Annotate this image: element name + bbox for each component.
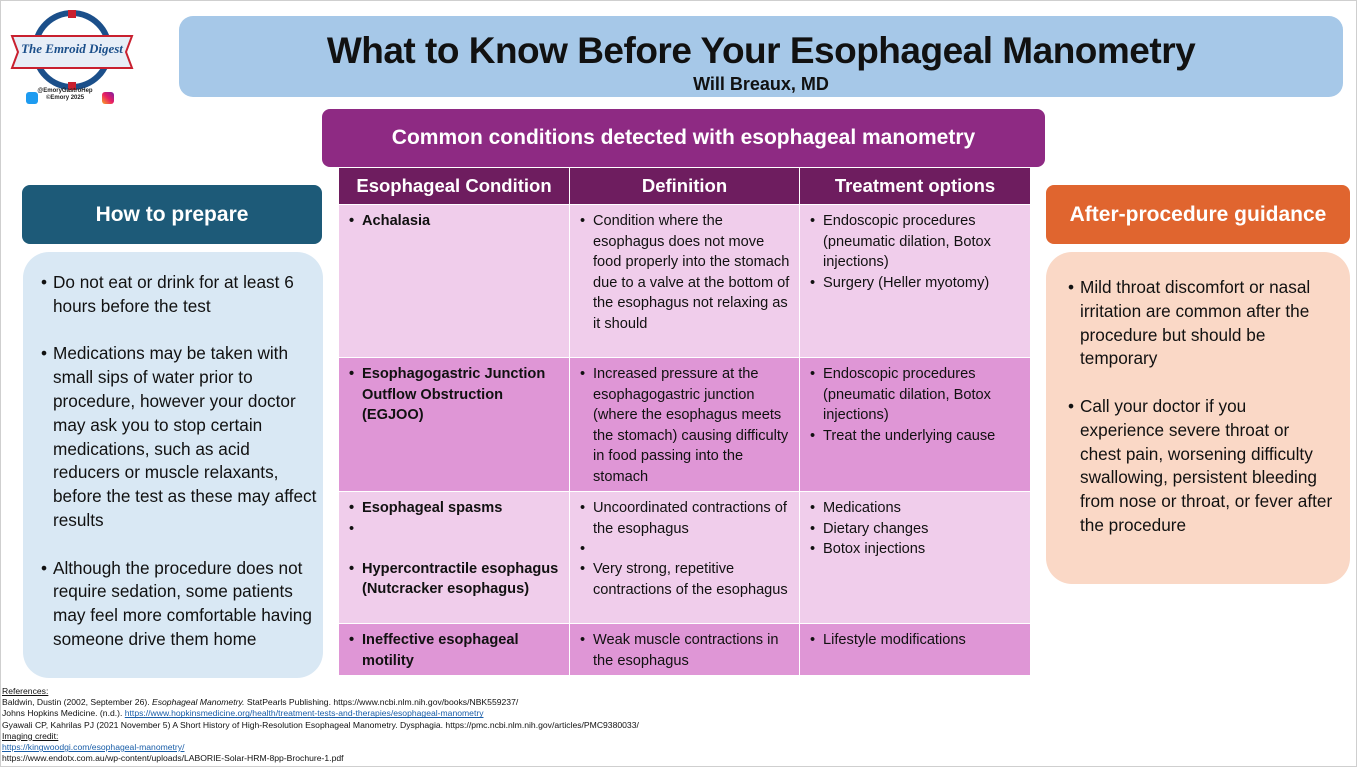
after-procedure-heading: After-procedure guidance	[1046, 185, 1350, 244]
definition-text: • Increased pressure at the esophagogastric junction (where the esophagus meets the stomach) causing difficulty in food passing into the stomach	[578, 364, 791, 487]
treatment-item: • Treat the underlying cause	[808, 426, 1022, 447]
column-header-condition: Esophageal Condition	[339, 168, 570, 205]
page-title: What to Know Before Your Esophageal Manometry	[326, 30, 1196, 71]
reference-text: Baldwin, Dustin (2002, September 26).	[2, 697, 152, 708]
condition-cell	[339, 624, 570, 676]
definition-cell	[570, 624, 800, 676]
after-procedure-panel	[1046, 252, 1350, 584]
condition-name: • Ineffective esophageal motility	[347, 630, 561, 671]
prepare-heading: How to prepare	[22, 185, 322, 244]
treatment-item: • Endoscopic procedures (pneumatic dilation, Botox injections)	[808, 211, 1022, 273]
treatment-item: • Botox injections	[808, 539, 1022, 560]
prepare-list	[41, 271, 321, 676]
condition-cell	[339, 358, 570, 492]
table-row	[339, 205, 1031, 358]
reference-text: StatPearls Publishing. https://www.ncbi.nlm.nih.gov/books/NBK559237/	[244, 697, 519, 708]
conditions-table	[338, 167, 1031, 676]
condition-cell	[339, 205, 570, 358]
list-item: • Medications may be taken with small sips of water prior to procedure, however your doctor may ask you to stop certain medications, such as acid reducers or muscle relaxants, before the test as these may affect results	[41, 342, 321, 532]
list-item: • Although the procedure does not require sedation, some patients may feel more comfortable having someone drive them home	[41, 557, 321, 652]
definition-text: • Uncoordinated contractions of the esophagus	[578, 498, 791, 539]
spacer	[347, 519, 561, 559]
imaging-credit-link[interactable]: https://kingwoodgi.com/esophageal-manometry/	[2, 742, 185, 753]
reference-item	[2, 708, 802, 719]
column-header-treatment: Treatment options	[800, 168, 1031, 205]
reference-item	[2, 697, 802, 708]
reference-link[interactable]: https://www.hopkinsmedicine.org/health/treatment-tests-and-therapies/esophageal-manometry	[124, 708, 484, 719]
reference-item: Gyawali CP, Kahrilas PJ (2021 November 5) A Short History of High-Resolution Esophageal Manometry. Dysphagia. https://pmc.ncbi.nlm.nih.gov/articles/PMC9380033/	[2, 719, 639, 730]
condition-name: • Achalasia	[347, 211, 561, 232]
treatment-cell	[800, 205, 1031, 358]
condition-name: • Hypercontractile esophagus (Nutcracker esophagus)	[347, 559, 561, 600]
condition-cell	[339, 492, 570, 624]
list-item: • Do not eat or drink for at least 6 hours before the test	[41, 271, 321, 319]
treatment-item: • Medications	[808, 498, 1022, 519]
after-procedure-list	[1068, 276, 1333, 562]
reference-title: Esophageal Manometry.	[152, 697, 245, 708]
treatment-item: • Endoscopic procedures (pneumatic dilation, Botox injections)	[808, 364, 1022, 426]
logo-credits	[6, 88, 124, 102]
logo-subtitle: SCOPE	[56, 76, 88, 82]
list-item: • Mild throat discomfort or nasal irritation are common after the procedure but should be temporary	[1068, 276, 1333, 371]
prepare-panel	[23, 252, 323, 678]
treatment-item: • Surgery (Heller myotomy)	[808, 273, 1022, 294]
treatment-item: • Dietary changes	[808, 519, 1022, 540]
condition-name: • Esophagogastric Junction Outflow Obstruction (EGJOO)	[347, 364, 561, 426]
treatment-cell	[800, 492, 1031, 624]
conditions-heading: Common conditions detected with esophageal manometry	[322, 109, 1045, 167]
condition-name: • Esophageal spasms	[347, 498, 561, 519]
table-row	[339, 624, 1031, 676]
treatment-item: • Lifestyle modifications	[808, 630, 1022, 651]
definition-cell	[570, 358, 800, 492]
definition-text: • Condition where the esophagus does not move food properly into the stomach due to a valve at the bottom of the esophagus not relaxing as it should	[578, 211, 791, 334]
treatment-cell	[800, 624, 1031, 676]
logo-title: The Emroid Digest	[21, 41, 123, 56]
table-header-row	[339, 168, 1031, 205]
definition-cell	[570, 205, 800, 358]
logo-handle: @EmoryGastroHep	[37, 88, 93, 94]
table-row	[339, 492, 1031, 624]
author-name: Will Breaux, MD	[693, 74, 829, 94]
imaging-credit-text: https://www.endotx.com.au/wp-content/uploads/LABORIE-Solar-HRM-8pp-Brochure-1.pdf	[2, 753, 344, 764]
title-banner	[179, 16, 1343, 97]
logo-copyright: ©Emory 2025	[45, 95, 85, 101]
column-header-definition: Definition	[570, 168, 800, 205]
reference-text: Johns Hopkins Medicine. (n.d.).	[2, 708, 125, 719]
table-row	[339, 358, 1031, 492]
definition-cell	[570, 492, 800, 624]
references	[2, 686, 802, 764]
definition-text: • Weak muscle contractions in the esophagus	[578, 630, 791, 671]
references-label: References:	[2, 686, 49, 696]
imaging-credit-label: Imaging credit:	[2, 730, 59, 741]
treatment-cell	[800, 358, 1031, 492]
spacer	[578, 539, 791, 559]
list-item: • Call your doctor if you experience severe throat or chest pain, worsening difficulty swallowing, persistent bleeding from nose or throat, or fever after the procedure	[1068, 395, 1333, 538]
definition-text: • Very strong, repetitive contractions of the esophagus	[578, 559, 791, 600]
